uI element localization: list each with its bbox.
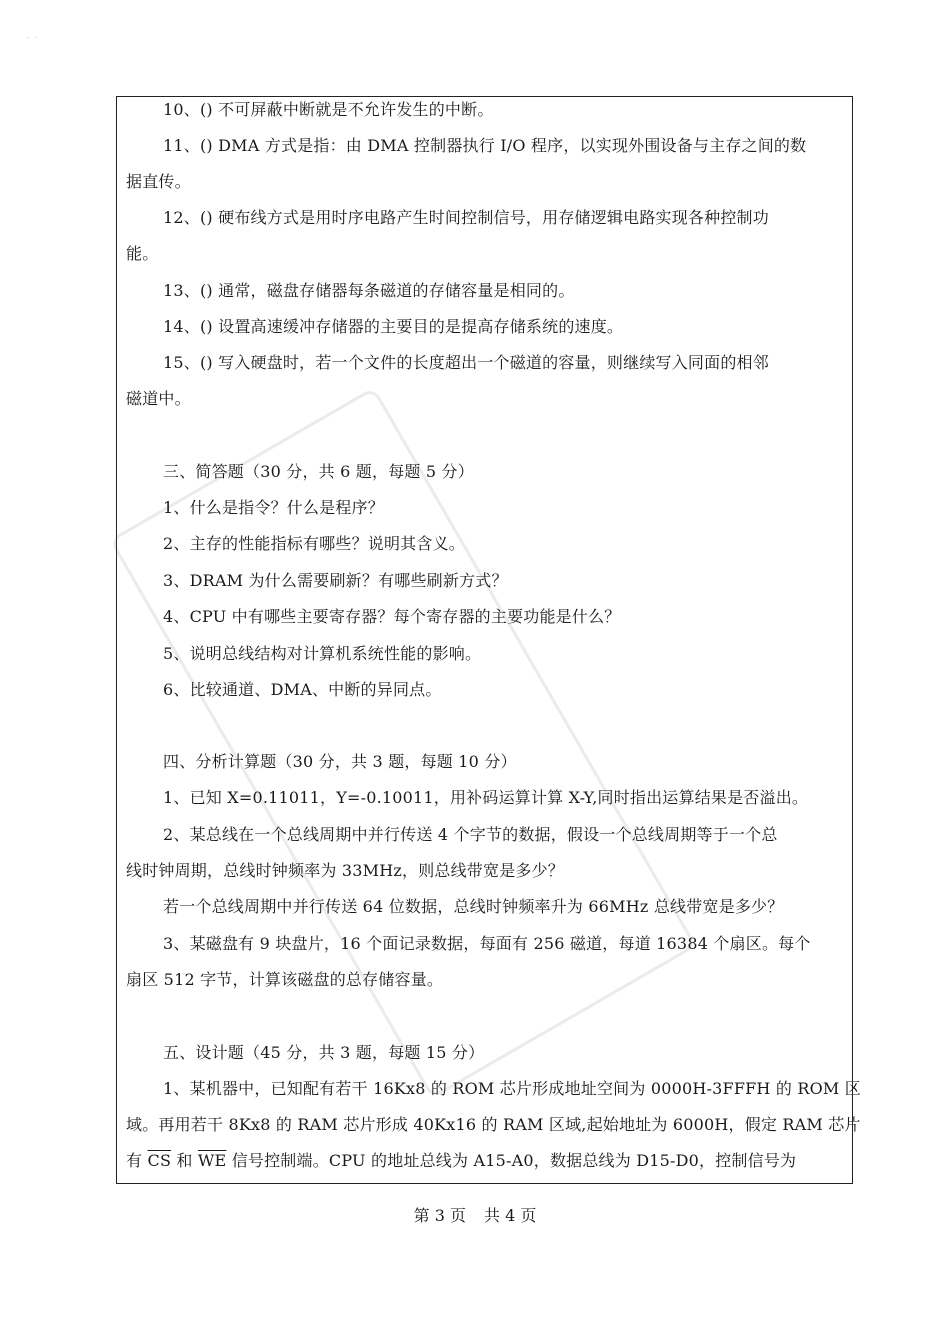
s4-question-3-cont: 扇区 512 字节，计算该磁盘的总存储容量。 xyxy=(126,970,444,989)
question-11: 11、() DMA 方式是指：由 DMA 控制器执行 I/O 程序，以实现外围设备与主存之间的数 xyxy=(163,136,807,155)
section-4-title: 四、分析计算题（30 分，共 3 题，每题 10 分） xyxy=(163,752,517,771)
s3-question-5: 5、说明总线结构对计算机系统性能的影响。 xyxy=(163,644,482,663)
s4-question-1: 1、已知 X=0.11011，Y=-0.10011，用补码运算计算 X-Y,同时指出运算结果是否溢出。 xyxy=(163,788,809,807)
question-13: 13、() 通常，磁盘存储器每条磁道的存储容量是相同的。 xyxy=(163,281,575,300)
question-11-cont: 据直传。 xyxy=(126,172,191,191)
question-15-cont: 磁道中。 xyxy=(126,389,191,408)
question-12-cont: 能。 xyxy=(126,244,159,263)
s3-question-4: 4、CPU 中有哪些主要寄存器？每个寄存器的主要功能是什么？ xyxy=(163,607,621,626)
page-number: 第 3 页 xyxy=(413,1206,466,1225)
s5-question-1: 1、某机器中，已知配有若干 16Kx8 的 ROM 芯片形成地址空间为 0000H-3FFFH 的 ROM 区 xyxy=(163,1079,861,1098)
s4-question-2: 2、某总线在一个总线周期中并行传送 4 个字节的数据，假设一个总线周期等于一个总 xyxy=(163,825,778,844)
question-10: 10、() 不可屏蔽中断就是不允许发生的中断。 xyxy=(163,100,494,119)
section-5-title: 五、设计题（45 分，共 3 题，每题 15 分） xyxy=(163,1043,485,1062)
scan-mark: 、. xyxy=(26,31,38,41)
we-signal: $\overline{WE}$ xyxy=(197,1151,227,1170)
s3-question-2: 2、主存的性能指标有哪些？说明其含义。 xyxy=(163,534,465,553)
s3-question-1: 1、什么是指令？什么是程序？ xyxy=(163,498,384,517)
question-14: 14、() 设置高速缓冲存储器的主要目的是提高存储系统的速度。 xyxy=(163,317,624,336)
s3-question-6: 6、比较通道、DMA、中断的异同点。 xyxy=(163,680,442,699)
s4-question-2-cont: 线时钟周期，总线时钟频率为 33MHz，则总线带宽是多少？ xyxy=(126,861,565,880)
s4-question-3: 3、某磁盘有 9 块盘片，16 个面记录数据，每面有 256 磁道，每道 16384 个扇区。每个 xyxy=(163,934,811,953)
s4-question-2-followup: 若一个总线周期中并行传送 64 位数据，总线时钟频率升为 66MHz 总线带宽是多少？ xyxy=(163,897,784,916)
s5-question-1-cont2 xyxy=(126,1151,796,1171)
cs-signal: $\overline{CS}$ xyxy=(147,1151,172,1170)
s5-question-1-cont: 域。再用若干 8Kx8 的 RAM 芯片形成 40Kx16 的 RAM 区域,起始地址为 6000H，假定 RAM 芯片 xyxy=(126,1115,861,1134)
question-15: 15、() 写入硬盘时，若一个文件的长度超出一个磁道的容量，则继续写入同面的相邻 xyxy=(163,353,769,372)
s5-q1-suffix: 信号控制端。CPU 的地址总线为 A15-A0，数据总线为 D15-D0，控制信号为 xyxy=(226,1151,797,1170)
page-total: 共 4 页 xyxy=(484,1206,537,1225)
exam-content-box xyxy=(116,96,853,1184)
question-12: 12、() 硬布线方式是用时序电路产生时间控制信号，用存储逻辑电路实现各种控制功 xyxy=(163,208,769,227)
s5-q1-and: 和 xyxy=(171,1151,198,1170)
page-footer xyxy=(0,1203,950,1226)
s3-question-3: 3、DRAM 为什么需要刷新？有哪些刷新方式？ xyxy=(163,571,508,590)
section-3-title: 三、简答题（30 分，共 6 题，每题 5 分） xyxy=(163,462,474,481)
s5-q1-prefix: 有 xyxy=(126,1151,148,1170)
